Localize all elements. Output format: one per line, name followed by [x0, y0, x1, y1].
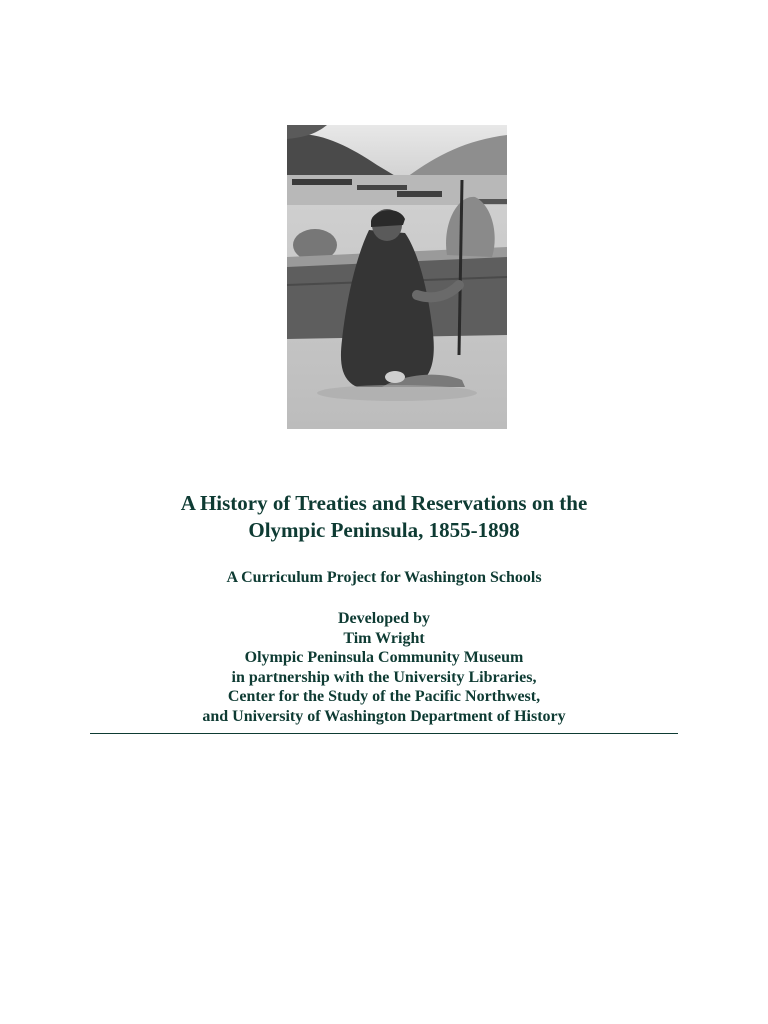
cover-photograph	[287, 125, 507, 429]
credit-line-4: in partnership with the University Libraries,	[231, 668, 537, 686]
credit-line-2: Tim Wright	[343, 629, 425, 647]
title-line-2: Olympic Peninsula, 1855-1898	[248, 518, 520, 542]
credit-line-6: and University of Washington Department of History	[202, 707, 566, 725]
credit-line-5: Center for the Study of the Pacific Northwest,	[227, 688, 541, 705]
credits-block	[0, 609, 768, 726]
document-title	[0, 490, 768, 544]
document-subtitle	[0, 568, 768, 588]
title-line-1: A History of Treaties and Reservations on the	[180, 491, 588, 515]
horizontal-rule	[90, 733, 678, 734]
photo-art	[287, 125, 507, 429]
credit-line-1: Developed by	[338, 610, 430, 627]
subtitle-text: A Curriculum Project for Washington Schools	[226, 569, 542, 586]
credit-line-3: Olympic Peninsula Community Museum	[244, 649, 524, 666]
